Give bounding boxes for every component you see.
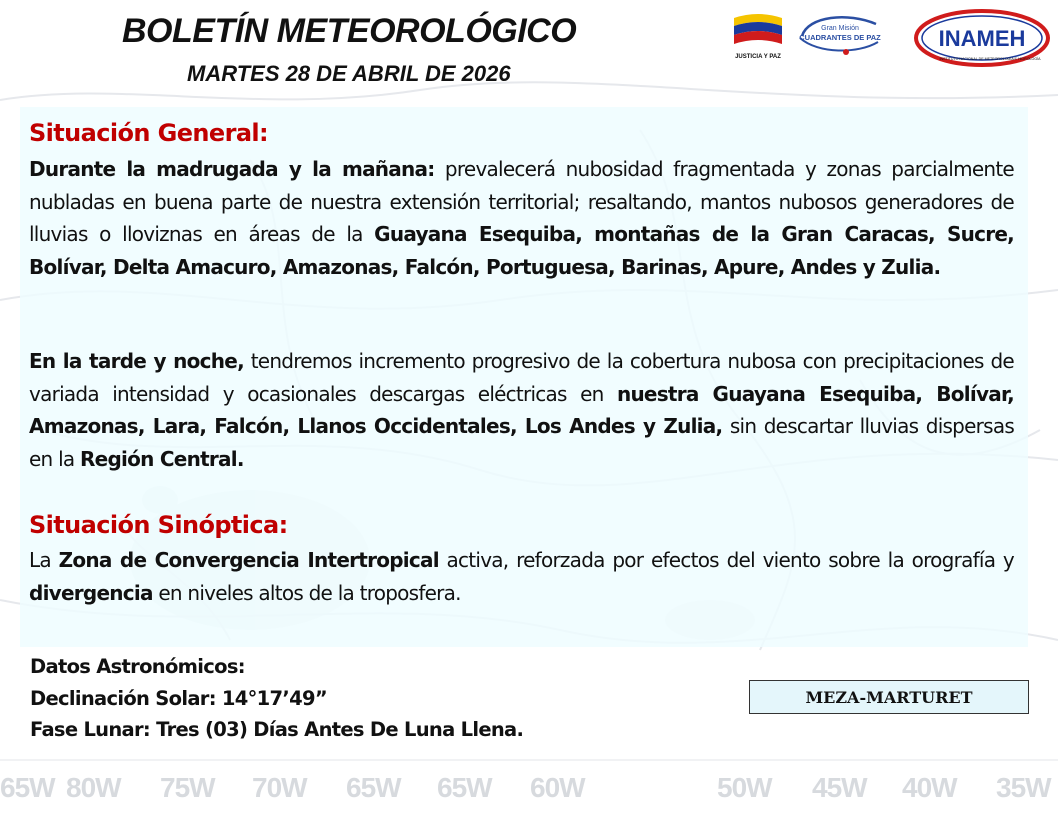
astronomical-title: Datos Astronómicos:: [30, 655, 245, 678]
longitude-label: 65W: [346, 772, 401, 803]
inameh-logo: [916, 11, 1048, 65]
situacion-general-title: Situación General:: [29, 119, 269, 147]
bold-text-run: En la tarde y noche,: [29, 349, 244, 373]
bold-text-run: Región Central.: [80, 446, 244, 471]
astronomical-data: [30, 651, 523, 746]
moon-phase: Fase Lunar: Tres (03) Días Antes De Luna Llena.: [30, 718, 524, 741]
svg-text:INSTITUTO NACIONAL DE METEOROL: INSTITUTO NACIONAL DE METEOROLOGÍA E HIDROLOGÍA: [939, 57, 1041, 61]
author-box: MEZA-MARTURET: [749, 680, 1029, 714]
justicia-y-paz-logo: [734, 14, 782, 60]
longitude-label: 65W: [437, 772, 492, 803]
text-run: tendremos incremento progresivo de la cobertura nubosa con precipitaciones de variada intensidad y ocasionales descargas eléctricas en: [29, 349, 1014, 406]
situacion-general-morning-paragraph: [29, 153, 1014, 283]
bold-text-run: Zona de Convergencia Intertropical: [58, 548, 439, 572]
longitude-label: 70W: [252, 772, 307, 803]
longitude-label: 65W: [0, 772, 55, 803]
page-title: BOLETÍN METEOROLÓGICO: [122, 12, 577, 50]
svg-text:JUSTICIA Y PAZ: JUSTICIA Y PAZ: [735, 54, 781, 60]
svg-text:Gran Misión: Gran Misión: [821, 25, 859, 32]
text-run: en niveles altos de la troposfera.: [152, 580, 461, 605]
solar-declination: Declinación Solar: 14°17’49”: [30, 686, 327, 710]
longitude-label: 75W: [160, 772, 215, 803]
bold-text-run: Durante la madrugada y la mañana:: [29, 157, 435, 181]
text-run: prevalecerá nubosidad fragmentada y zonas parcialmente nubladas en buena parte de nuestra extensión territorial; resaltando, mantos nubosos generadores de lluvias o lloviznas en áreas de la: [29, 157, 1014, 246]
logos-group: [728, 8, 1050, 68]
longitude-label: 40W: [902, 772, 957, 803]
situacion-sinoptica-paragraph: [29, 544, 1014, 609]
gran-mision-logo: [799, 17, 881, 55]
longitude-label: 35W: [996, 772, 1051, 803]
longitude-label: 45W: [812, 772, 867, 803]
bulletin-date: MARTES 28 DE ABRIL DE 2026: [187, 61, 511, 86]
bold-text-run: divergencia: [29, 580, 153, 605]
svg-text:CUADRANTES DE PAZ: CUADRANTES DE PAZ: [799, 33, 881, 42]
longitude-label: 50W: [717, 772, 772, 803]
text-run: sin descartar lluvias dispersas en la: [29, 414, 1014, 471]
situacion-general-evening-paragraph: [29, 345, 1014, 475]
longitude-label: 80W: [66, 772, 121, 803]
text-run: La: [29, 548, 59, 572]
longitude-label: 60W: [530, 772, 585, 803]
bold-text-run: nuestra Guayana Esequiba, Bolívar, Amazonas, Lara, Falcón, Llanos Occidentales, Los Andes y Zulia,: [29, 381, 1014, 438]
situacion-sinoptica-title: Situación Sinóptica:: [29, 511, 288, 539]
bold-text-run: Guayana Esequiba, montañas de la Gran Caracas, Sucre, Bolívar, Delta Amacuro, Amazonas, Falcón, Portuguesa, Barinas, Apure, Andes y Zulia.: [29, 222, 1014, 279]
svg-text:INAMEH: INAMEH: [938, 26, 1026, 51]
text-run: activa, reforzada por efectos del viento sobre la orografía y: [438, 548, 1014, 572]
